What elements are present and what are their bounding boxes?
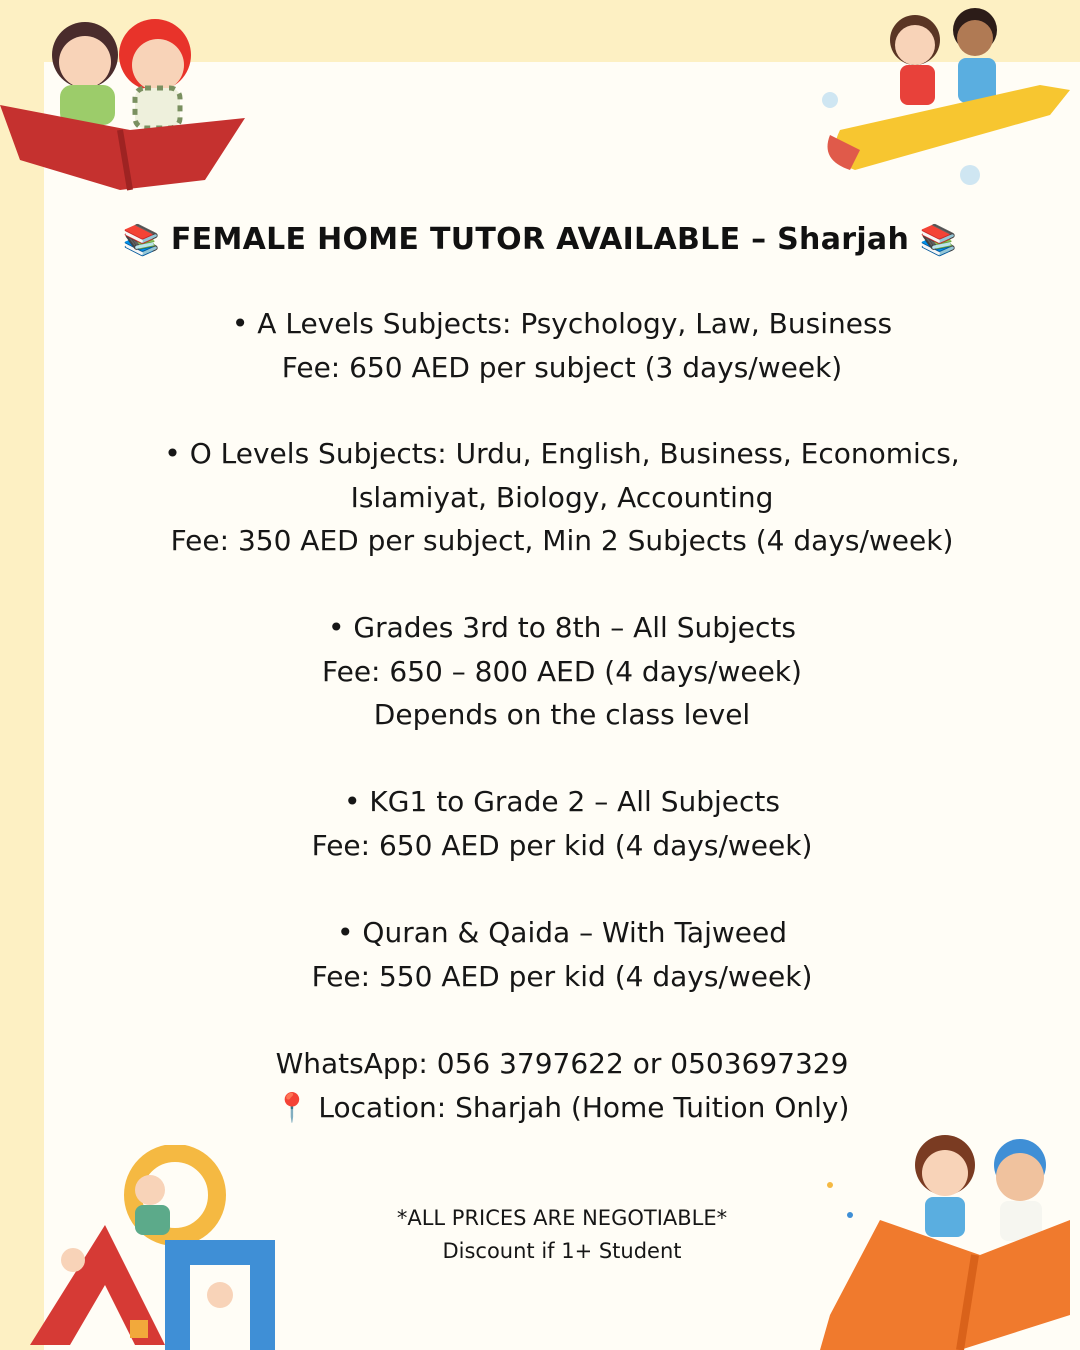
section-quran [44, 911, 1080, 998]
section-line: • KG1 to Grade 2 – All Subjects [344, 785, 780, 818]
title-text: FEMALE HOME TUTOR AVAILABLE – Sharjah [170, 222, 910, 257]
section-line: • A Levels Subjects: Psychology, Law, Business [231, 307, 893, 340]
section-line: Fee: 350 AED per subject, Min 2 Subjects (4 days/week) [170, 524, 954, 557]
section-line: Islamiyat, Biology, Accounting [350, 480, 774, 514]
kids-on-book-illustration [0, 0, 260, 200]
pin-icon: 📍 [274, 1090, 310, 1124]
section-grades-3-8 [44, 606, 1080, 737]
kids-on-pencil-illustration [810, 0, 1080, 195]
section-line: • Quran & Qaida – With Tajweed [337, 916, 787, 949]
section-line: • Grades 3rd to 8th – All Subjects [327, 611, 796, 644]
discount-note: Discount if 1+ Student [442, 1239, 682, 1263]
kids-reading-book-illustration [810, 1125, 1080, 1350]
section-line: Fee: 650 AED per kid (4 days/week) [311, 828, 813, 862]
contact-info [44, 1042, 1080, 1129]
section-line: Fee: 550 AED per kid (4 days/week) [311, 959, 813, 993]
section-line: • O Levels Subjects: Urdu, English, Business, Economics, [164, 437, 960, 470]
location-line [44, 1086, 1080, 1130]
section-line: Fee: 650 – 800 AED (4 days/week) [322, 654, 802, 688]
section-kg-grade-2 [44, 780, 1080, 867]
whatsapp-text: WhatsApp: 056 3797622 or 0503697329 [275, 1047, 849, 1080]
page-title [0, 222, 1080, 258]
section-line: Depends on the class level [373, 698, 751, 731]
section-line: Fee: 650 AED per subject (3 days/week) [281, 350, 843, 384]
location-text: Location: Sharjah (Home Tuition Only) [318, 1090, 850, 1124]
kids-with-blocks-illustration [25, 1145, 300, 1350]
negotiable-note: *ALL PRICES ARE NEGOTIABLE* [396, 1206, 728, 1230]
section-o-levels [44, 432, 1080, 563]
section-a-levels [44, 302, 1080, 389]
books-icon: 📚 [122, 223, 161, 258]
books-icon: 📚 [919, 223, 958, 258]
